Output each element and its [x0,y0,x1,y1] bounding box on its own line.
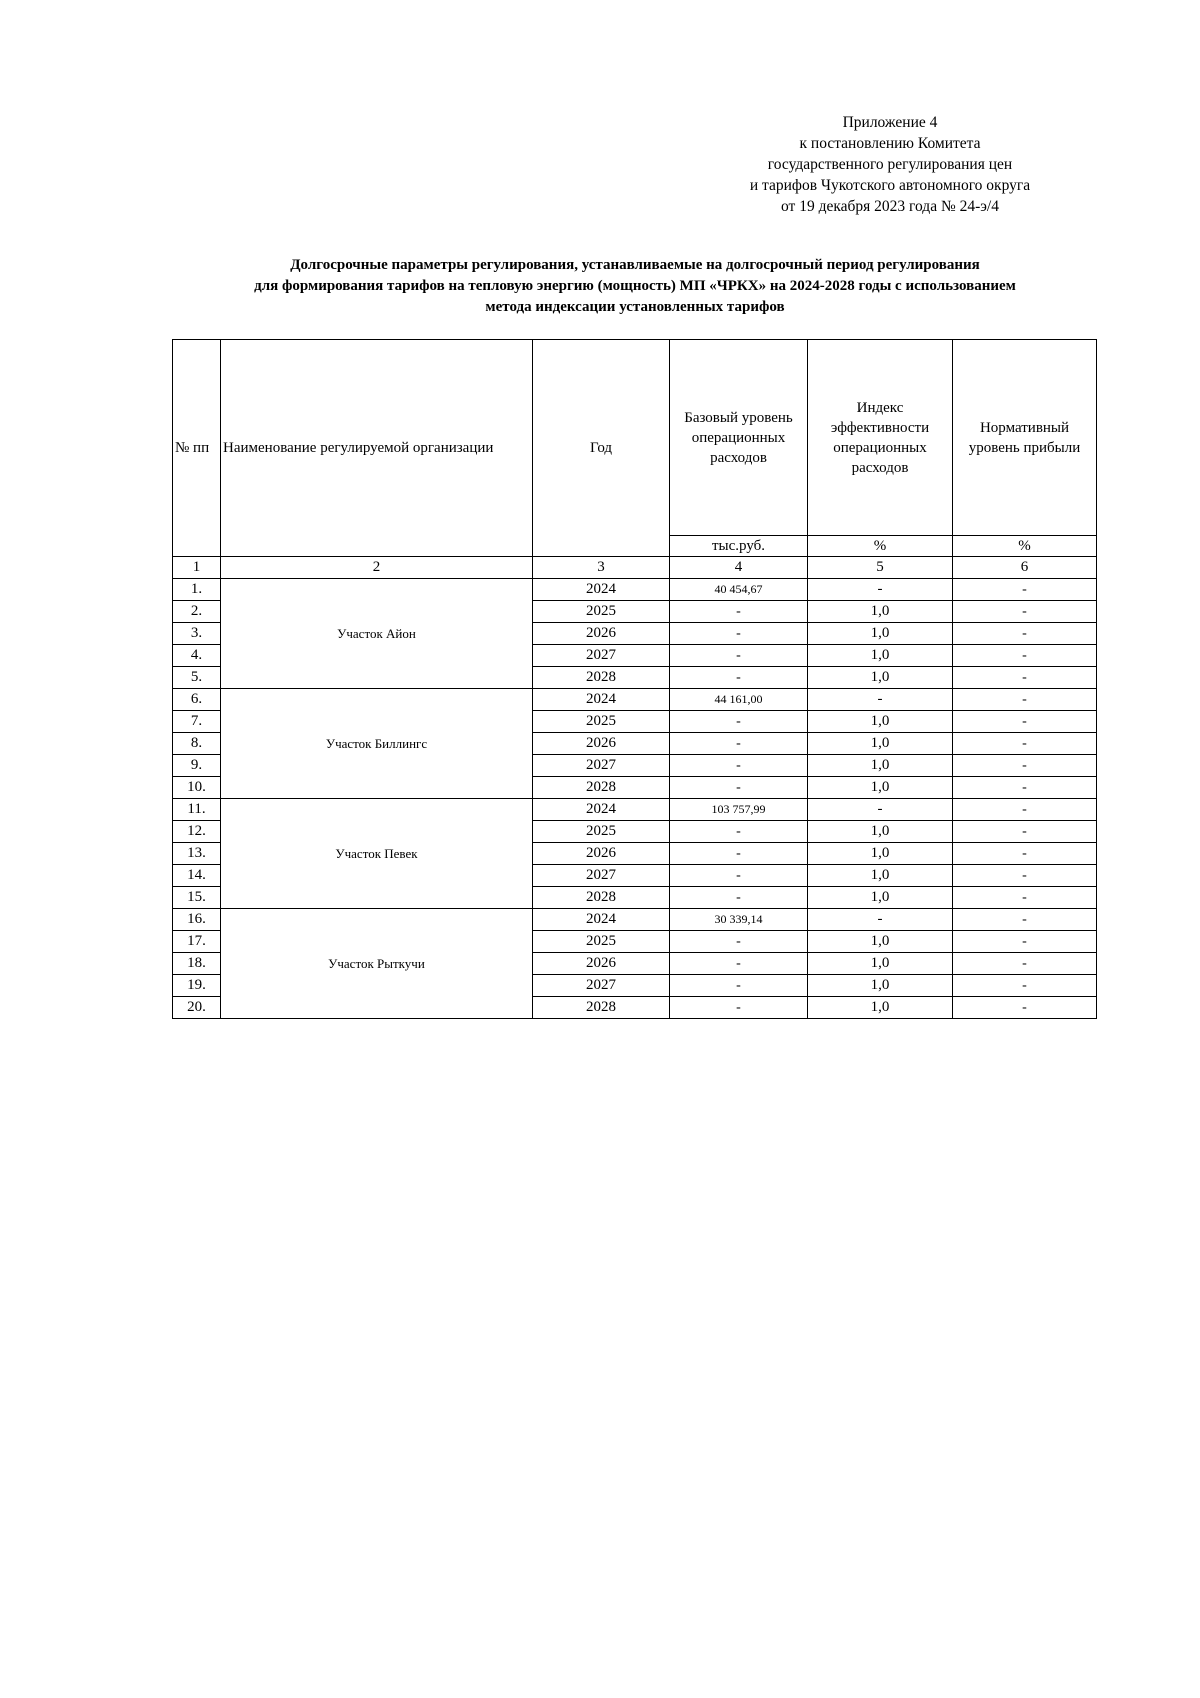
profit-level-cell: - [953,909,1097,931]
profit-level-cell: - [953,865,1097,887]
efficiency-index-cell: - [808,689,953,711]
appendix-line: и тарифов Чукотского автономного округа [749,177,1031,194]
base-level-cell: - [670,623,808,645]
base-level-cell: - [670,821,808,843]
profit-level-cell: - [953,579,1097,601]
org-name: Участок Певек [221,799,533,909]
base-level-cell: - [670,975,808,997]
year-cell: 2028 [533,777,670,799]
base-level-cell: - [670,733,808,755]
document-title [150,255,1120,318]
row-number: 15. [173,887,221,909]
column-number: 6 [953,557,1097,579]
profit-level-cell: - [953,645,1097,667]
profit-level-cell: - [953,689,1097,711]
appendix-line: от 19 декабря 2023 года № 24-э/4 [781,198,999,215]
profit-level-cell: - [953,601,1097,623]
column-number: 5 [808,557,953,579]
year-cell: 2024 [533,689,670,711]
year-cell: 2027 [533,645,670,667]
efficiency-index-cell: 1,0 [808,887,953,909]
base-level-cell: 44 161,00 [670,689,808,711]
profit-level-cell: - [953,843,1097,865]
profit-level-cell: - [953,799,1097,821]
table-row [173,579,1097,601]
org-name: Участок Рыткучи [221,909,533,1019]
row-number: 16. [173,909,221,931]
base-level-cell: 30 339,14 [670,909,808,931]
appendix-line: государственного регулирования цен [767,156,1013,173]
year-cell: 2025 [533,711,670,733]
appendix-line: Приложение 4 [842,114,938,131]
profit-level-cell: - [953,711,1097,733]
header-org: Наименование регулируемой организации [221,340,533,557]
efficiency-index-cell: 1,0 [808,755,953,777]
efficiency-index-cell: 1,0 [808,953,953,975]
title-line: метода индексации установленных тарифов [485,299,785,315]
profit-level-cell: - [953,623,1097,645]
year-cell: 2025 [533,931,670,953]
efficiency-index-cell: 1,0 [808,931,953,953]
row-number: 12. [173,821,221,843]
efficiency-index-cell: 1,0 [808,711,953,733]
unit-index: % [808,536,953,557]
base-level-cell: 103 757,99 [670,799,808,821]
profit-level-cell: - [953,821,1097,843]
row-number: 13. [173,843,221,865]
profit-level-cell: - [953,997,1097,1019]
header-profit: Нормативный уровень прибыли [953,340,1097,536]
table-row [173,689,1097,711]
column-number: 3 [533,557,670,579]
base-level-cell: - [670,711,808,733]
year-cell: 2027 [533,975,670,997]
profit-level-cell: - [953,667,1097,689]
year-cell: 2024 [533,579,670,601]
header-year: Год [533,340,670,557]
profit-level-cell: - [953,755,1097,777]
base-level-cell: - [670,931,808,953]
base-level-cell: - [670,865,808,887]
row-number: 11. [173,799,221,821]
profit-level-cell: - [953,953,1097,975]
year-cell: 2026 [533,623,670,645]
year-cell: 2028 [533,887,670,909]
year-cell: 2026 [533,733,670,755]
row-number: 20. [173,997,221,1019]
header-base: Базовый уровень операционных расходов [670,340,808,536]
header-index: Индекс эффективности операционных расходов [808,340,953,536]
base-level-cell: - [670,601,808,623]
efficiency-index-cell: - [808,909,953,931]
efficiency-index-cell: 1,0 [808,623,953,645]
base-level-cell: - [670,645,808,667]
column-number: 1 [173,557,221,579]
row-number: 5. [173,667,221,689]
base-level-cell: - [670,667,808,689]
org-name: Участок Биллингс [221,689,533,799]
efficiency-index-cell: 1,0 [808,843,953,865]
column-number: 2 [221,557,533,579]
row-number: 3. [173,623,221,645]
base-level-cell: - [670,843,808,865]
row-number: 6. [173,689,221,711]
year-cell: 2027 [533,865,670,887]
unit-base: тыс.руб. [670,536,808,557]
efficiency-index-cell: 1,0 [808,733,953,755]
efficiency-index-cell: 1,0 [808,865,953,887]
efficiency-index-cell: - [808,799,953,821]
year-cell: 2024 [533,799,670,821]
row-number: 17. [173,931,221,953]
appendix-line: к постановлению Комитета [799,135,981,152]
table-row [173,799,1097,821]
appendix-reference [700,112,1080,217]
row-number: 18. [173,953,221,975]
org-name: Участок Айон [221,579,533,689]
year-cell: 2026 [533,953,670,975]
base-level-cell: 40 454,67 [670,579,808,601]
year-cell: 2025 [533,601,670,623]
parameters-table [172,339,1097,1019]
year-cell: 2024 [533,909,670,931]
year-cell: 2027 [533,755,670,777]
row-number: 1. [173,579,221,601]
table-body [173,557,1097,1019]
efficiency-index-cell: 1,0 [808,997,953,1019]
profit-level-cell: - [953,887,1097,909]
profit-level-cell: - [953,777,1097,799]
title-line: Долгосрочные параметры регулирования, устанавливаемые на долгосрочный период регулирования [290,257,980,273]
efficiency-index-cell: 1,0 [808,821,953,843]
efficiency-index-cell: 1,0 [808,601,953,623]
year-cell: 2026 [533,843,670,865]
row-number: 8. [173,733,221,755]
efficiency-index-cell: 1,0 [808,777,953,799]
row-number: 10. [173,777,221,799]
unit-profit: % [953,536,1097,557]
profit-level-cell: - [953,931,1097,953]
table-row [173,909,1097,931]
efficiency-index-cell: 1,0 [808,645,953,667]
base-level-cell: - [670,755,808,777]
row-number: 14. [173,865,221,887]
row-number: 9. [173,755,221,777]
column-number: 4 [670,557,808,579]
year-cell: 2028 [533,667,670,689]
efficiency-index-cell: - [808,579,953,601]
profit-level-cell: - [953,975,1097,997]
efficiency-index-cell: 1,0 [808,975,953,997]
column-numbers-row [173,557,1097,579]
table-header [173,340,1097,557]
title-line: для формирования тарифов на тепловую энергию (мощность) МП «ЧРКХ» на 2024-2028 годы с использованием [254,278,1016,294]
year-cell: 2028 [533,997,670,1019]
row-number: 19. [173,975,221,997]
header-num: № пп [173,340,221,557]
profit-level-cell: - [953,733,1097,755]
base-level-cell: - [670,997,808,1019]
row-number: 4. [173,645,221,667]
base-level-cell: - [670,887,808,909]
base-level-cell: - [670,777,808,799]
efficiency-index-cell: 1,0 [808,667,953,689]
base-level-cell: - [670,953,808,975]
row-number: 7. [173,711,221,733]
row-number: 2. [173,601,221,623]
year-cell: 2025 [533,821,670,843]
